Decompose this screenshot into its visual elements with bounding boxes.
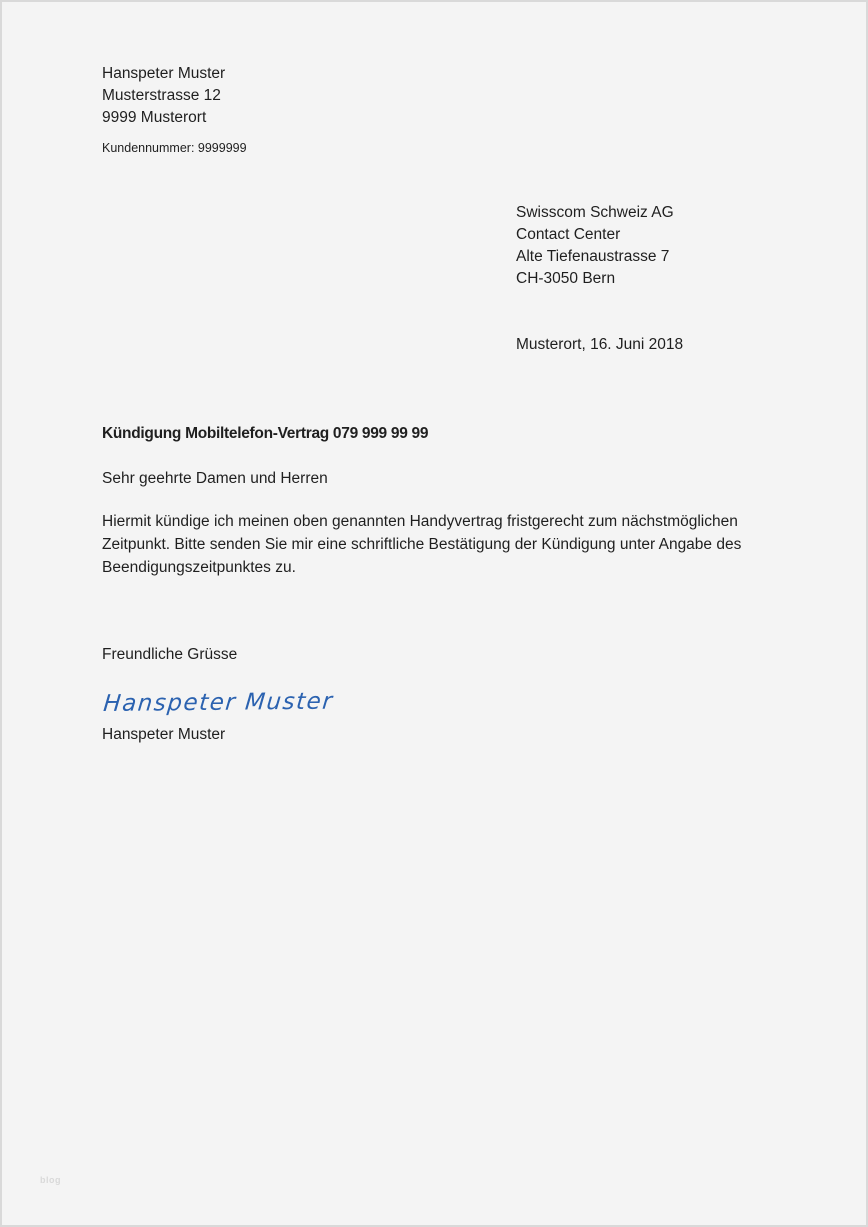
recipient-company: Swisscom Schweiz AG (516, 204, 674, 221)
recipient-city: CH-3050 Bern (516, 270, 616, 287)
sender-street: Musterstrasse 12 (102, 87, 221, 104)
sender-city: 9999 Musterort (102, 109, 207, 126)
watermark-text: blog (40, 1175, 61, 1185)
date-line: Musterort, 16. Juni 2018 (516, 336, 684, 353)
sender-name: Hanspeter Muster (102, 65, 226, 82)
subject-line: Kündigung Mobiltelefon-Vertrag 079 999 99 99 (102, 425, 429, 442)
recipient-department: Contact Center (516, 226, 621, 243)
recipient-street: Alte Tiefenaustrasse 7 (516, 248, 670, 265)
sender-address-block (102, 63, 225, 129)
salutation: Sehr geehrte Damen und Herren (102, 470, 328, 487)
handwritten-signature: Hanspeter Muster (102, 688, 335, 718)
customer-number: Kundennummer: 9999999 (102, 141, 247, 155)
body-paragraph: Hiermit kündige ich meinen oben genannten Handyvertrag fristgerecht zum nächstmöglichen Zeitpunkt. Bitte senden Sie mir eine schriftliche Bestätigung der Kündigung unter Angabe des Beendigungszeitpunktes zu. (102, 513, 742, 576)
closing: Freundliche Grüsse (102, 646, 238, 663)
recipient-address-block (516, 202, 674, 290)
signer-name: Hanspeter Muster (102, 726, 226, 743)
